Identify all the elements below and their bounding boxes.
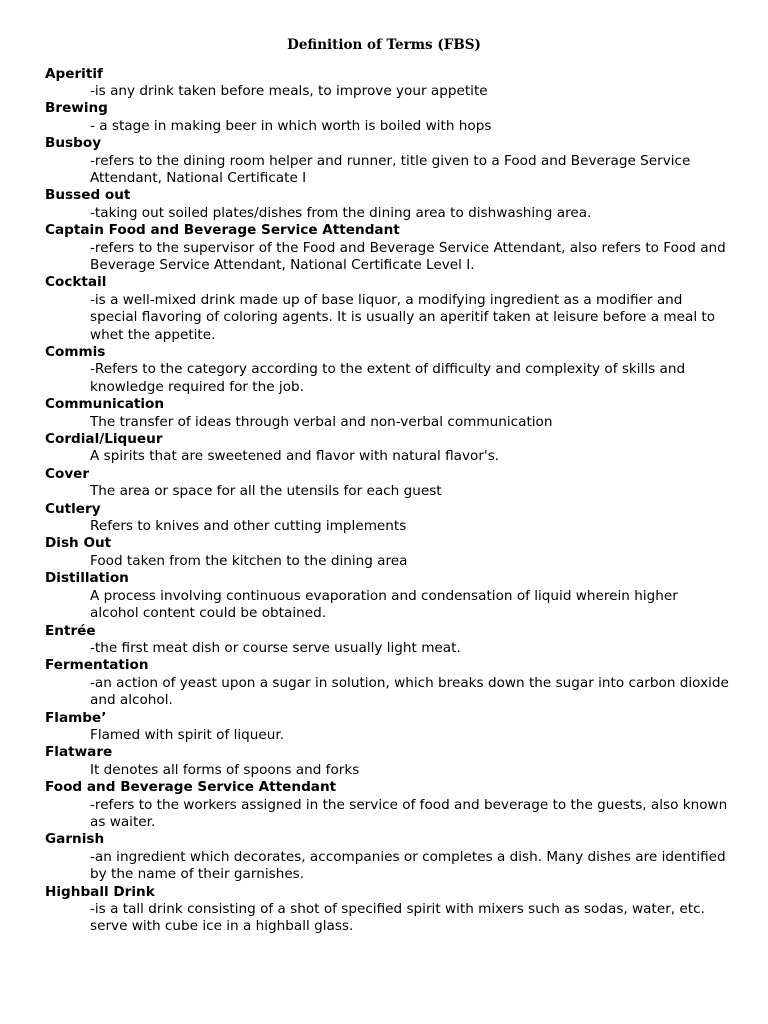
term-label: Commis bbox=[45, 344, 106, 360]
term-label: Fermentation bbox=[45, 657, 149, 674]
glossary-entry bbox=[45, 710, 735, 745]
term-definition: -the first meat dish or course serve usually light meat. bbox=[90, 639, 461, 656]
term-label: Entrée bbox=[45, 622, 96, 639]
term-label: Flatware bbox=[45, 744, 113, 761]
term-definition: -is any drink taken before meals, to improve your appetite bbox=[90, 82, 488, 99]
term-label: Aperitif bbox=[45, 65, 103, 82]
term-label: Busboy bbox=[45, 135, 102, 152]
term-label: Highball Drink bbox=[45, 883, 155, 900]
term-definition: A spirits that are sweetened and flavor with natural flavor's. bbox=[90, 448, 500, 465]
term-definition: -is a well-mixed drink made up of base liquor, a modifying ingredient as a modifier and special flavoring of coloring agents. It is usually an aperitif taken at leisure before a meal to whet the appetite. bbox=[90, 291, 716, 343]
term-definition: It denotes all forms of spoons and forks bbox=[90, 761, 360, 778]
term-label: Brewing bbox=[45, 100, 108, 117]
glossary-entry bbox=[45, 744, 735, 779]
term-definition: -Refers to the category according to the extent of difficulty and complexity of skills and knowledge required for the job. bbox=[90, 361, 686, 395]
glossary-entry bbox=[45, 274, 735, 344]
glossary-entry bbox=[45, 187, 735, 222]
term-label: Bussed out bbox=[45, 187, 131, 204]
term-definition: -taking out soiled plates/dishes from the dining area to dishwashing area. bbox=[90, 204, 592, 221]
glossary-entry bbox=[45, 100, 735, 135]
term-definition: Refers to knives and other cutting implements bbox=[90, 518, 407, 535]
glossary-entry bbox=[45, 396, 735, 431]
term-definition: - a stage in making beer in which worth is boiled with hops bbox=[90, 117, 492, 134]
glossary-entry bbox=[45, 431, 735, 466]
term-label: Distillation bbox=[45, 570, 129, 587]
glossary-entry bbox=[45, 779, 735, 831]
term-label: Flambe’ bbox=[45, 709, 107, 726]
term-definition: -an ingredient which decorates, accompanies or completes a dish. Many dishes are identified by the name of their garnishes. bbox=[90, 848, 726, 883]
glossary-entry bbox=[45, 570, 735, 622]
term-label: Captain Food and Beverage Service Attendant bbox=[45, 222, 400, 239]
glossary-entry bbox=[45, 623, 735, 658]
term-label: Garnish bbox=[45, 831, 105, 848]
term-label: Cordial/Liqueur bbox=[45, 431, 163, 448]
glossary-entry bbox=[45, 344, 735, 396]
term-label: Food and Beverage Service Attendant bbox=[45, 779, 337, 796]
term-definition: A process involving continuous evaporation and condensation of liquid wherein higher alcohol content could be obtained. bbox=[90, 587, 678, 622]
term-label: Communication bbox=[45, 396, 165, 413]
term-label: Dish Out bbox=[45, 535, 112, 552]
glossary-entry bbox=[45, 501, 735, 536]
term-definition: -refers to the workers assigned in the service of food and beverage to the guests, also known as waiter. bbox=[90, 796, 728, 830]
term-definition: -is a tall drink consisting of a shot of specified spirit with mixers such as sodas, water, etc. serve with cube ice in a highball glass. bbox=[90, 901, 705, 935]
term-definition: The area or space for all the utensils for each guest bbox=[90, 483, 442, 500]
glossary-entry bbox=[45, 66, 735, 101]
glossary-entry bbox=[45, 222, 735, 274]
term-definition: -refers to the supervisor of the Food and Beverage Service Attendant, also refers to Food and Beverage Service Attendant, National Certificate Level I. bbox=[90, 239, 726, 273]
term-label: Cover bbox=[45, 465, 90, 482]
glossary-entry bbox=[45, 831, 735, 883]
term-definition: -refers to the dining room helper and runner, title given to a Food and Beverage Service Attendant, National Certificate I bbox=[90, 152, 691, 186]
term-definition: Flamed with spirit of liqueur. bbox=[90, 726, 285, 743]
glossary-entry bbox=[45, 466, 735, 501]
term-definition: -an action of yeast upon a sugar in solution, which breaks down the sugar into carbon dioxide and alcohol. bbox=[90, 674, 729, 709]
term-definition: The transfer of ideas through verbal and non-verbal communication bbox=[90, 413, 553, 430]
term-label: Cutlery bbox=[45, 500, 101, 517]
glossary-list bbox=[45, 66, 735, 936]
glossary-entry bbox=[45, 657, 735, 709]
glossary-entry bbox=[45, 884, 735, 936]
page-title: Definition of Terms (FBS) bbox=[287, 37, 481, 53]
glossary-entry bbox=[45, 535, 735, 570]
term-label: Cocktail bbox=[45, 274, 107, 291]
glossary-entry bbox=[45, 135, 735, 187]
term-definition: Food taken from the kitchen to the dining area bbox=[90, 552, 408, 569]
